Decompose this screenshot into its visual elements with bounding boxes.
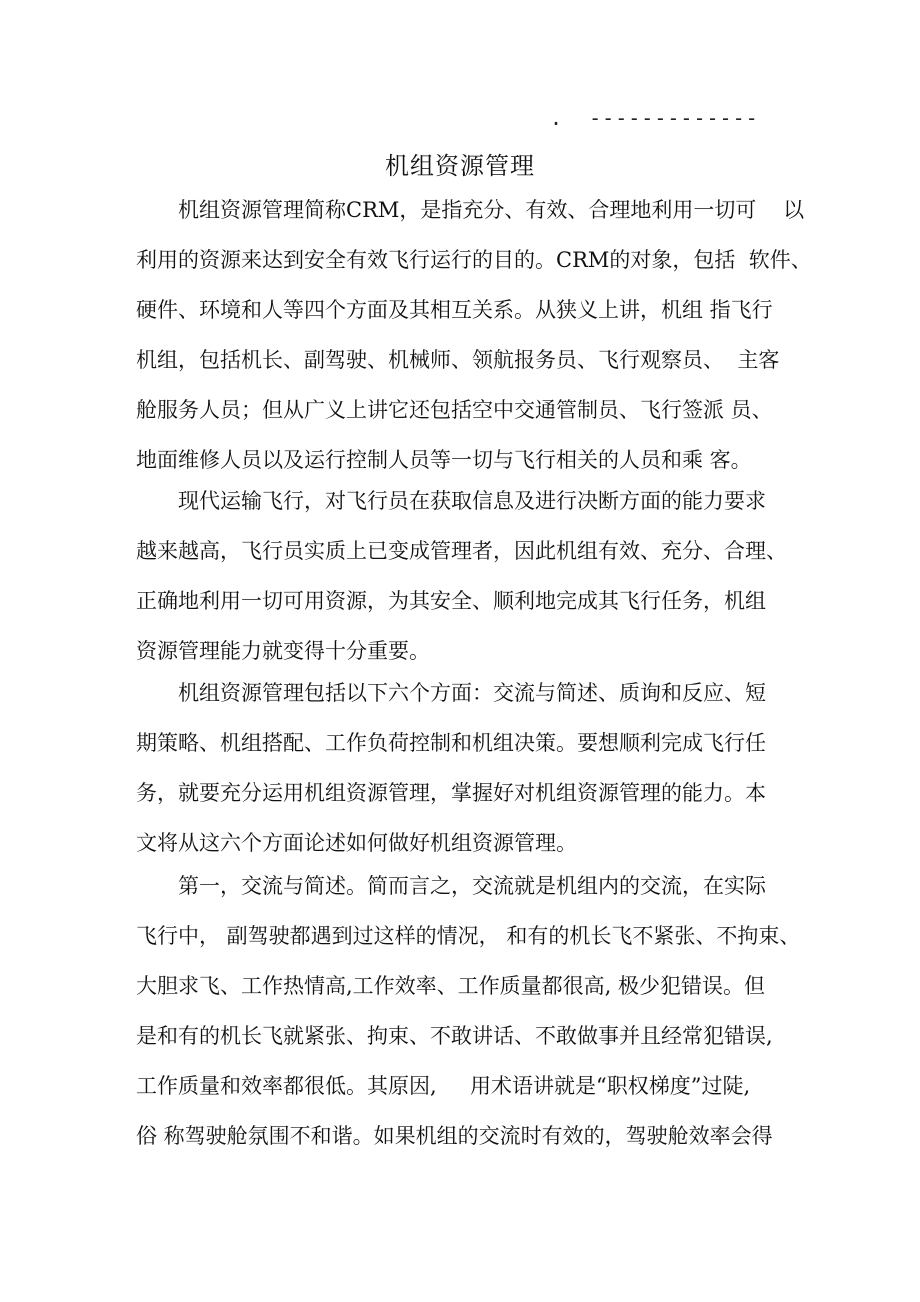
paragraph-line: 舱服务人员；但从广义上讲它还包括空中交通管制员、飞行签派 员、 xyxy=(136,398,773,422)
paragraph-line: 俗 称驾驶舱氛围不和谐。如果机组的交流时有效的，驾驶舱效率会得 xyxy=(136,1124,773,1148)
paragraph-line: 务，就要充分运用机组资源管理，掌握好对机组资源管理的能力。本 xyxy=(136,781,766,805)
paragraph-line: 机组资源管理包括以下六个方面：交流与简述、质询和反应、短 xyxy=(178,681,766,705)
paragraph-line: 期策略、机组搭配、工作负荷控制和机组决策。要想顺利完成飞行任 xyxy=(136,731,766,755)
paragraph-line: 是和有的机长飞就紧张、拘束、不敢讲话、不敢做事并且经常犯错误, xyxy=(136,1024,773,1048)
document-title: 机组资源管理 xyxy=(385,152,535,180)
paragraph-line: 现代运输飞行，对飞行员在获取信息及进行决断方面的能力要求 xyxy=(178,489,766,513)
paragraph-line: 工作质量和效率都很低。其原因, 用术语讲就是“职权梯度”过陡, xyxy=(136,1074,751,1098)
paragraph-line: 硬件、环境和人等四个方面及其相互关系。从狭义上讲，机组 指飞行 xyxy=(136,298,773,322)
paragraph-line: 文将从这六个方面论述如何做好机组资源管理。 xyxy=(136,831,577,855)
paragraph-line: 第一，交流与简述。简而言之，交流就是机组内的交流，在实际 xyxy=(178,874,766,898)
paragraph-2 xyxy=(136,476,808,676)
paragraph-4 xyxy=(136,861,808,1161)
paragraph-3 xyxy=(136,668,808,868)
paragraph-line: 资源管理能力就变得十分重要。 xyxy=(136,639,430,663)
header-mark: . ------------- xyxy=(550,106,759,130)
paragraph-1 xyxy=(136,185,812,485)
paragraph-line: 机组资源管理简称CRM，是指充分、有效、合理地利用一切可 以 xyxy=(178,198,805,222)
paragraph-line: 大胆求飞、工作热情高,工作效率、工作质量都很高, 极少犯错误。但 xyxy=(136,974,766,998)
paragraph-line: 地面维修人员以及运行控制人员等一切与飞行相关的人员和乘 客。 xyxy=(136,448,752,472)
paragraph-line: 越来越高，飞行员实质上已变成管理者，因此机组有效、充分、合理、 xyxy=(136,539,787,563)
paragraph-line: 正确地利用一切可用资源，为其安全、顺利地完成其飞行任务，机组 xyxy=(136,589,766,613)
paragraph-line: 飞行中， 副驾驶都遇到过这样的情况， 和有的机长飞不紧张、不拘束、 xyxy=(136,924,801,948)
paragraph-line: 利用的资源来达到安全有效飞行运行的目的。CRM的对象，包括 软件、 xyxy=(136,248,812,272)
paragraph-line: 机组，包括机长、副驾驶、机械师、领航报务员、飞行观察员、 主客 xyxy=(136,348,780,372)
